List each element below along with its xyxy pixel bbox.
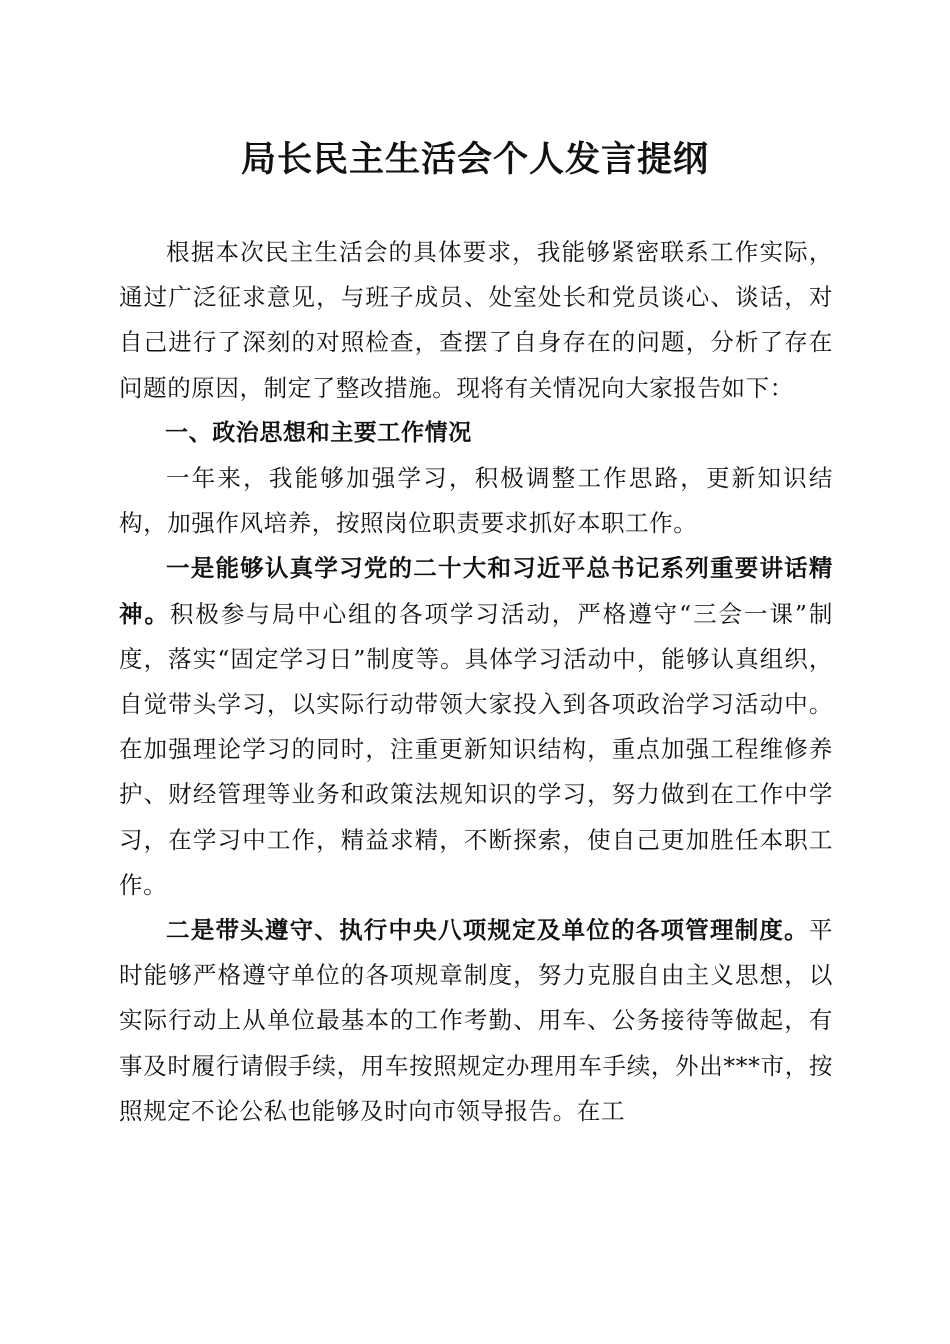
point-1-lead: 一是能够认真学习党的二十大和习近平总书记系列重要讲话精神。 [119, 554, 833, 628]
point-2-body: 平时能够严格遵守单位的各项规章制度，努力克服自由主义思想，以实际行动上从单位最基本的工作考勤、用车、公务接待等做起，有事及时履行请假手续，用车按照规定办理用车手续，外出***市，按照规定不论公私也能够及时向市领导报告。在工 [119, 916, 833, 1125]
point-1-paragraph [119, 546, 833, 908]
section-heading-1: 一、政治思想和主要工作情况 [165, 419, 472, 446]
point-1-body: 积极参与局中心组的各项学习活动，严格遵守“三会一课”制度，落实“固定学习日”制度等。具体学习活动中，能够认真组织，自觉带头学习，以实际行动带领大家投入到各项政治学习活动中。在加强理论学习的同时，注重更新知识结构，重点加强工程维修养护、财经管理等业务和政策法规知识的学习，努力做到在工作中学习，在学习中工作，精益求精，不断探索，使自己更加胜任本职工作。 [119, 599, 833, 899]
point-2-paragraph [119, 908, 833, 1134]
summary-paragraph: 一年来，我能够加强学习，积极调整工作思路，更新知识结构，加强作风培养，按照岗位职责要求抓好本职工作。 [119, 464, 833, 538]
document-title: 局长民主生活会个人发言提纲 [240, 139, 709, 180]
point-2-lead: 二是带头遵守、执行中央八项规定及单位的各项管理制度。 [166, 916, 809, 945]
intro-paragraph: 根据本次民主生活会的具体要求，我能够紧密联系工作实际，通过广泛征求意见，与班子成员、处室处长和党员谈心、谈话，对自己进行了深刻的对照检查，查摆了自身存在的问题，分析了存在问题的原因，制定了整改措施。现将有关情况向大家报告如下： [119, 238, 833, 402]
document-body [119, 230, 833, 1134]
